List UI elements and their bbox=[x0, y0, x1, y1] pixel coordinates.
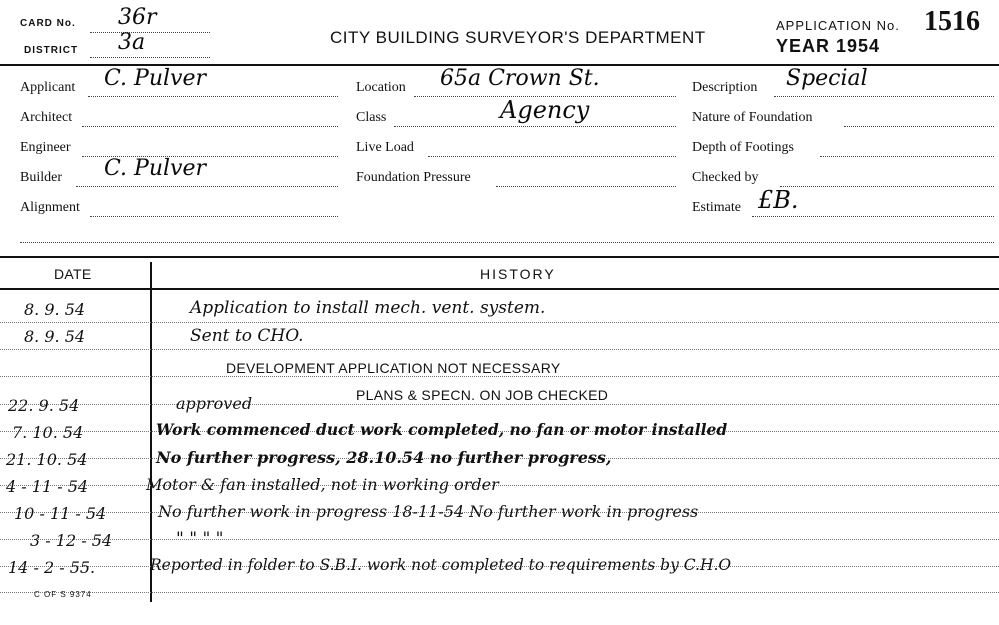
depth-underline bbox=[820, 156, 994, 157]
depth-label: Depth of Footings bbox=[692, 140, 794, 155]
history-date: 8. 9. 54 bbox=[24, 300, 86, 319]
location-value: 65a Crown St. bbox=[440, 66, 600, 91]
application-no-label: APPLICATION No. bbox=[776, 18, 900, 33]
department-title: CITY BUILDING SURVEYOR'S DEPARTMENT bbox=[330, 28, 706, 47]
history-date: 3 - 12 - 54 bbox=[30, 531, 113, 550]
history-date: 10 - 11 - 54 bbox=[14, 504, 107, 523]
architect-label: Architect bbox=[20, 110, 73, 125]
foundation-pressure-underline bbox=[496, 186, 676, 187]
history-text: No further work in progress 18-11-54 No further work in progress bbox=[158, 502, 699, 521]
ruled-line bbox=[0, 404, 999, 405]
history-text: Work commenced duct work completed, no fan or motor installed bbox=[156, 420, 728, 439]
history-text: Sent to CHO. bbox=[190, 326, 304, 346]
year-label: YEAR 1954 bbox=[776, 36, 881, 56]
alignment-underline bbox=[90, 216, 338, 217]
date-column-divider bbox=[150, 262, 152, 602]
class-value: Agency bbox=[500, 96, 590, 124]
district-value: 3a bbox=[118, 30, 146, 55]
estimate-underline bbox=[752, 216, 994, 217]
applicant-underline bbox=[88, 96, 338, 97]
applicant-value: C. Pulver bbox=[104, 66, 207, 91]
history-text: approved bbox=[176, 394, 253, 413]
architect-underline bbox=[82, 126, 338, 127]
builder-underline bbox=[76, 186, 338, 187]
builder-value: C. Pulver bbox=[104, 156, 207, 181]
history-text: " " " " bbox=[176, 529, 224, 549]
checked-underline bbox=[780, 186, 994, 187]
history-text: Motor & fan installed, not in working order bbox=[146, 475, 499, 494]
card-no-label: CARD No. bbox=[20, 18, 76, 29]
builder-label: Builder bbox=[20, 170, 62, 185]
ruled-line bbox=[0, 322, 999, 323]
card-no-underline bbox=[90, 32, 210, 33]
class-underline bbox=[394, 126, 676, 127]
history-date: 22. 9. 54 bbox=[8, 396, 80, 415]
history-date: 21. 10. 54 bbox=[6, 450, 88, 469]
card-no-value: 36r bbox=[118, 5, 157, 30]
class-label: Class bbox=[356, 110, 387, 125]
ruled-line bbox=[0, 349, 999, 350]
district-underline bbox=[90, 57, 210, 58]
history-text: Reported in folder to S.B.I. work not completed to requirements by C.H.O bbox=[150, 556, 732, 574]
description-value: Special bbox=[786, 66, 868, 91]
ruled-line bbox=[0, 376, 999, 377]
live-load-underline bbox=[428, 156, 676, 157]
foundation-pressure-label: Foundation Pressure bbox=[356, 170, 471, 185]
history-date: 7. 10. 54 bbox=[12, 423, 84, 442]
history-date: 14 - 2 - 55. bbox=[8, 558, 96, 577]
ruled-line bbox=[0, 539, 999, 540]
nature-underline bbox=[844, 126, 994, 127]
history-stamp: DEVELOPMENT APPLICATION NOT NECESSARY bbox=[226, 360, 561, 376]
applicant-label: Applicant bbox=[20, 80, 76, 95]
history-header: HISTORY bbox=[480, 266, 556, 282]
date-header: DATE bbox=[54, 266, 92, 282]
description-underline bbox=[774, 96, 994, 97]
form-code: C OF S 9374 bbox=[34, 590, 92, 599]
application-no-value: 1516 bbox=[924, 6, 980, 37]
location-label: Location bbox=[356, 80, 406, 95]
fields-bottom-rule bbox=[20, 242, 994, 243]
ruled-line bbox=[0, 592, 999, 593]
nature-label: Nature of Foundation bbox=[692, 110, 813, 125]
estimate-label: Estimate bbox=[692, 200, 741, 215]
history-top-border bbox=[0, 256, 999, 258]
history-date: 8. 9. 54 bbox=[24, 327, 86, 346]
history-text: Application to install mech. vent. system. bbox=[190, 298, 546, 318]
district-label: DISTRICT bbox=[24, 45, 79, 56]
engineer-label: Engineer bbox=[20, 140, 71, 155]
history-date: 4 - 11 - 54 bbox=[6, 477, 89, 496]
history-text: No further progress, 28.10.54 no further progress, bbox=[156, 448, 612, 467]
checked-label: Checked by bbox=[692, 170, 759, 185]
live-load-label: Live Load bbox=[356, 140, 414, 155]
alignment-label: Alignment bbox=[20, 200, 80, 215]
history-stamp: PLANS & SPECN. ON JOB CHECKED bbox=[356, 387, 609, 403]
description-label: Description bbox=[692, 80, 758, 95]
estimate-value: £B. bbox=[758, 186, 799, 214]
